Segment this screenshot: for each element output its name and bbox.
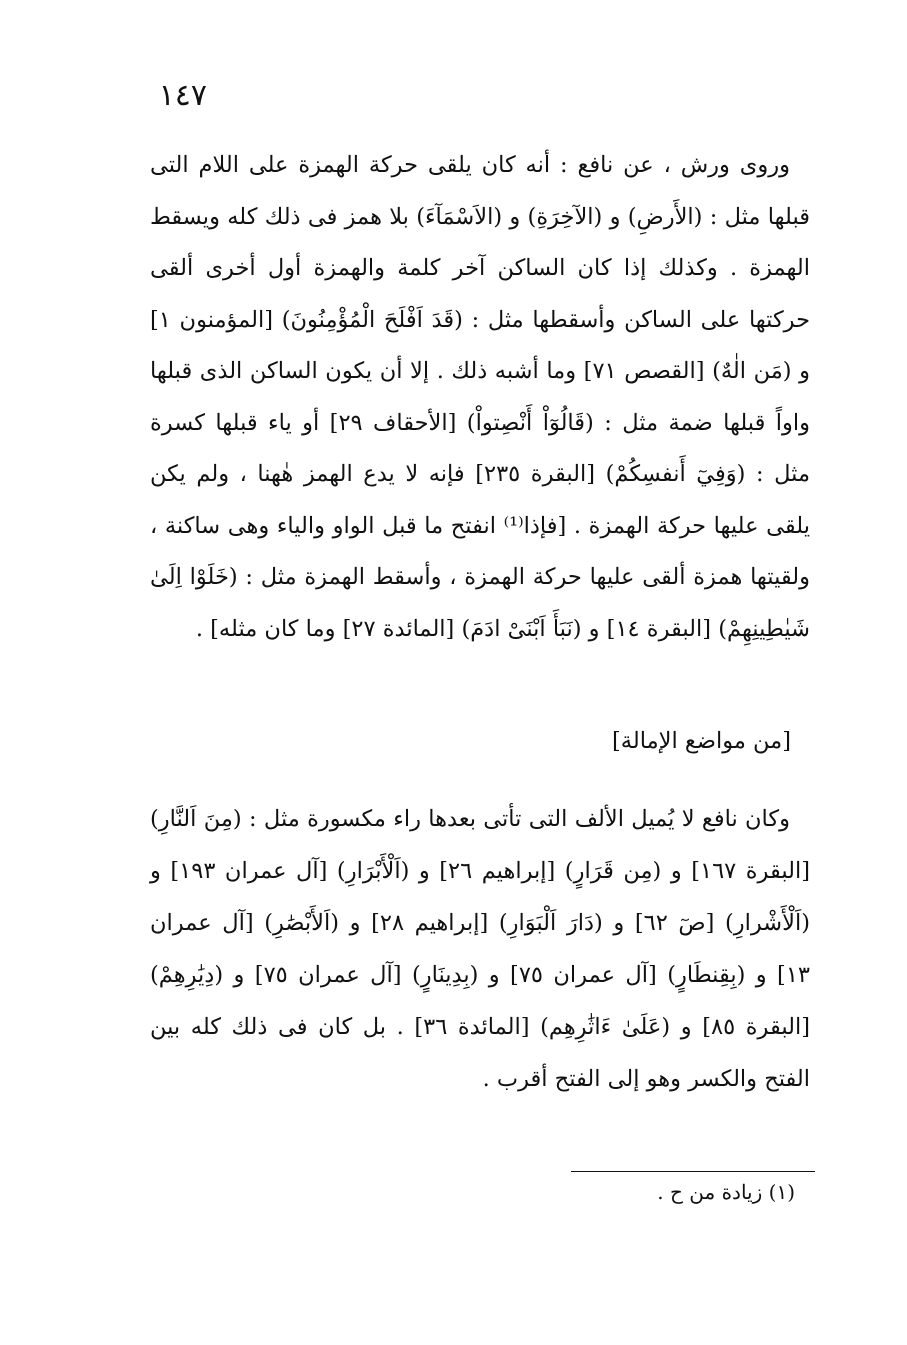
paragraph-2: وكان نافع لا يُميل الألف التى تأتى بعدها راء مكسورة مثل : (مِنَ اَلنَّارِ) [البقرة ١٦٧] و (مِن قَرَارٍ) [إبراهيم ٢٦] و (اَلْأَبْرَارِ) [آل عمران ١٩٣] و (اَلْأَشْرارِ) [صٓ ٦٢] و (دَارَ اَلْبَوَارِ) [إبراهيم ٢٨] و (اَلأَبْصَٰرِ) [آل عمران ١٣] و (بِقِنطَارٍ) [آل عمران ٧٥] و (بِدِينَارٍ) [آل عمران ٧٥] و (دِيَٰرِهِمْ) [البقرة ٨٥] و (عَلَىٰ ءَاثَٰرِهِم) [المائدة ٣٦] . بل كان فى ذلك كله بين الفتح والكسر وهو إلى الفتح أقرب .	[150, 806, 811, 1092]
main-text-block	[150, 140, 810, 655]
paragraph-1: وروى ورش ، عن نافع : أنه كان يلقى حركة الهمزة على اللام التى قبلها مثل : (الأَرضِ) و (الآخِرَةِ) و (الاَسْمَآءَ) بلا همز فى ذلك كله ويسقط الهمزة . وكذلك إذا كان الساكن آخر كلمة والهمزة أول أخرى ألقى حركتها على الساكن وأسقطها مثل : (قَدَ اَفْلَحَ الْمُؤْمِنُونَ) [المؤمنون ١] و (مَن الٰهٌ) [القصص ٧١] وما أشبه ذلك . إلا أن يكون الساكن الذى قبلها واواً قبلها ضمة مثل : (قَالُوٓاْ أَنْصِتواْ) [الأحقاف ٢٩] أو ياء قبلها كسرة مثل : (وَفِيٓ أَنفسِكُمْ) [البقرة ٢٣٥] فإنه لا يدع الهمز هٰهنا ، ولم يكن يلقى عليها حركة الهمزة . [فإذا⁽¹⁾ انفتح ما قبل الواو والياء وهى ساكنة ، ولقيتها همزة ألقى عليها حركة الهمزة ، وأسقط الهمزة مثل : (خَلَوْا اِلَىٰ شَيٰطِينِهِمْ) [البقرة ١٤] و (نَبَأَ اَبْنَىْ ادَمَ) [المائدة ٢٧] وما كان مثله] .	[150, 152, 811, 642]
section-heading: [من مواضع الإمالة]	[612, 728, 791, 754]
second-text-block	[150, 793, 810, 1105]
page-number: ١٤٧	[158, 78, 207, 113]
footnote: (١) زيادة من ح .	[657, 1180, 795, 1204]
footnote-divider	[571, 1171, 815, 1172]
